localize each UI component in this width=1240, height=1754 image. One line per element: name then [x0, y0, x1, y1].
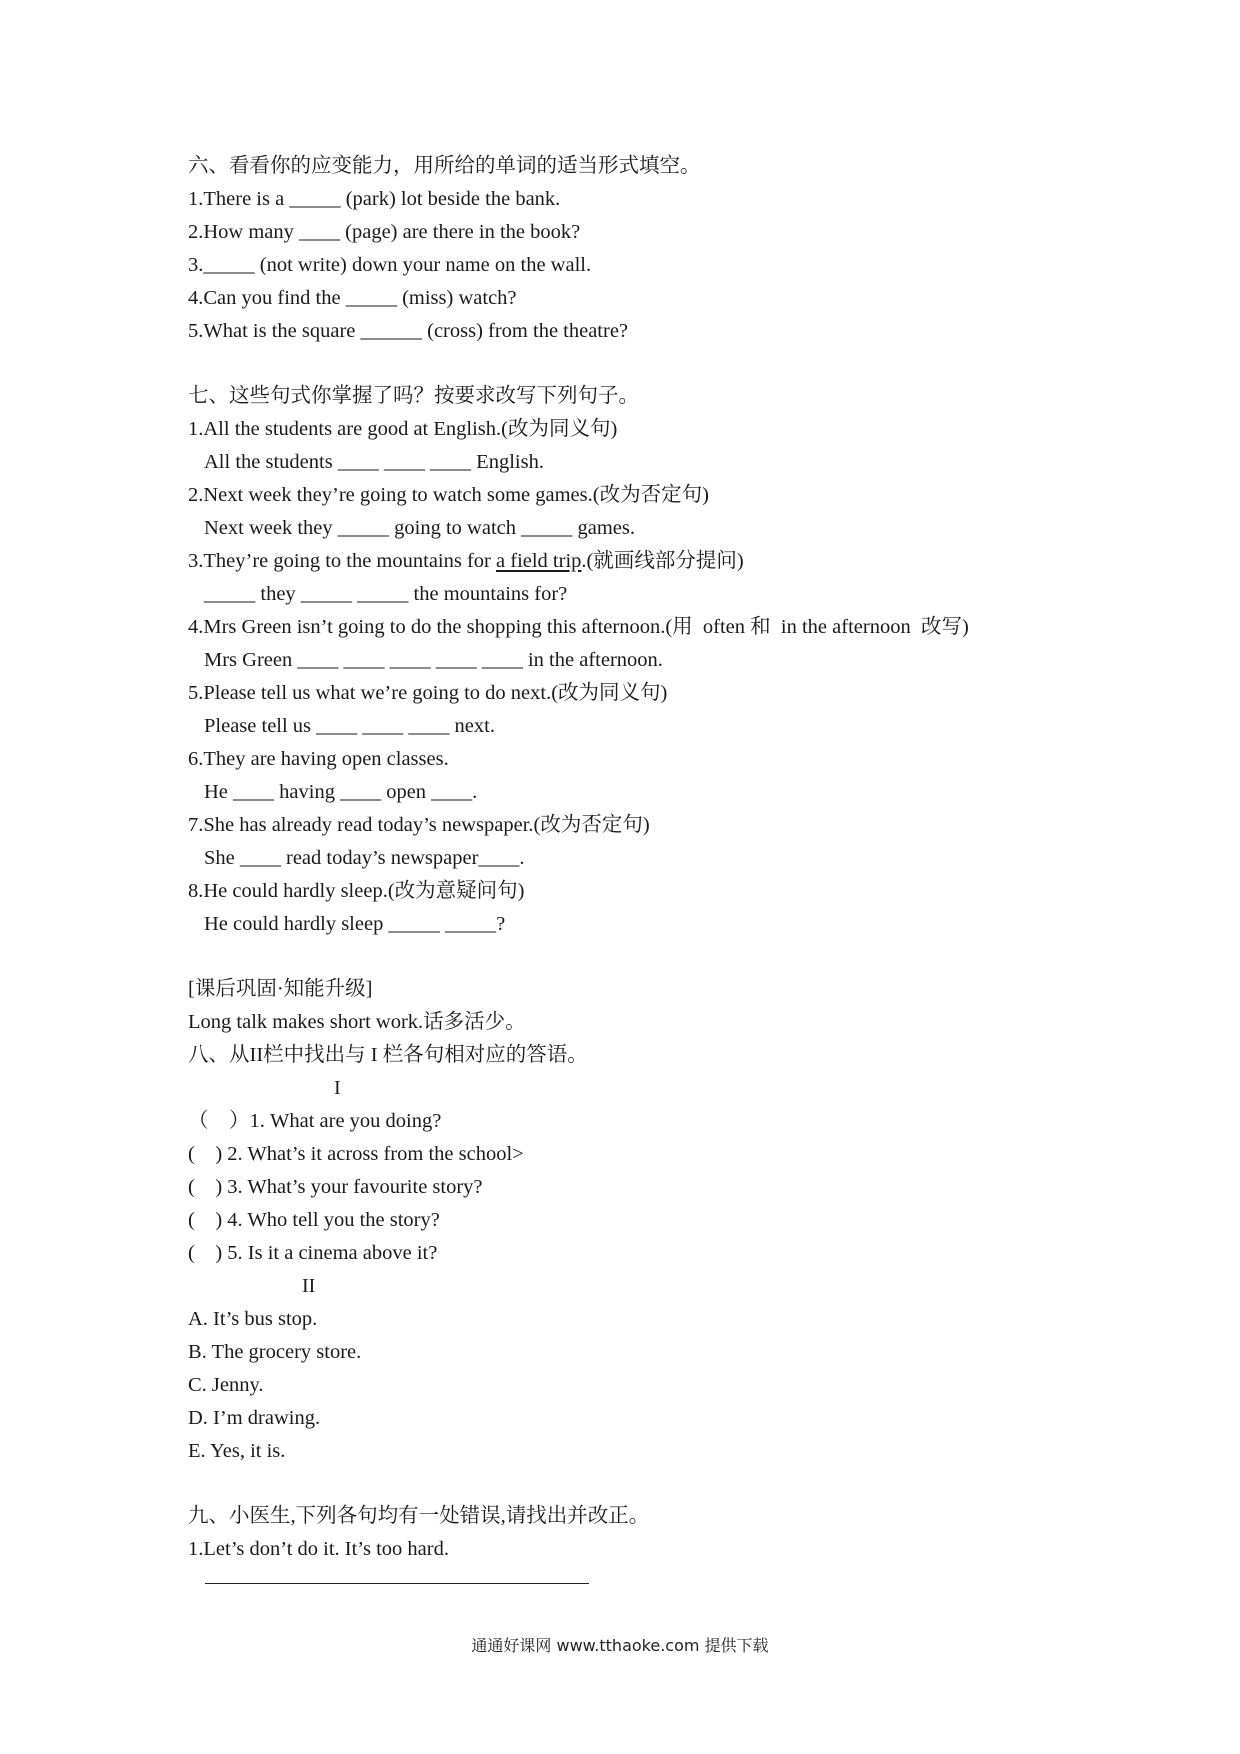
section9-title: 九、小医生,下列各句均有一处错误,请找出并改正。: [188, 1505, 650, 1527]
section7-question-5: 5.Please tell us what we’re going to do next.(改为同义句): [188, 682, 668, 704]
section7-answer-8: He could hardly sleep _____ _____?: [204, 913, 506, 935]
section7-answer-6: He ____ having ____ open ____.: [204, 781, 478, 803]
section9-item-1: 1.Let’s don’t do it. It’s too hard.: [188, 1538, 449, 1560]
section7-answer-2: Next week they _____ going to watch _____ games.: [204, 517, 635, 539]
section7-answer-4: Mrs Green ____ ____ ____ ____ ____ in the afternoon.: [204, 649, 663, 671]
section7-answer-7: She ____ read today’s newspaper____.: [204, 847, 525, 869]
after-class-heading: [课后巩固·知能升级]: [188, 978, 373, 1000]
section7-answer-1: All the students ____ ____ ____ English.: [204, 451, 544, 473]
column-i-item-5: ( ) 5. Is it a cinema above it?: [188, 1242, 438, 1264]
column-i-item-3: ( ) 3. What’s your favourite story?: [188, 1176, 483, 1198]
section6-item-4: 4.Can you find the _____ (miss) watch?: [188, 287, 517, 309]
section7-question-3-text: 3.They’re going to the mountains for: [188, 550, 497, 572]
section6-item-5: 5.What is the square ______ (cross) from the theatre?: [188, 320, 629, 342]
section7-question-3: [188, 549, 744, 573]
section6-item-2: 2.How many ____ (page) are there in the book?: [188, 221, 581, 243]
answer-blank-line: [205, 1583, 589, 1584]
proverb: Long talk makes short work.话多活少。: [188, 1011, 526, 1033]
section7-question-1: 1.All the students are good at English.(改为同义句): [188, 418, 618, 440]
column-ii-item-a: A. It’s bus stop.: [188, 1308, 318, 1330]
section7-answer-3: _____ they _____ _____ the mountains for?: [204, 583, 568, 605]
section6-item-3: 3._____ (not write) down your name on the wall.: [188, 254, 592, 276]
section7-question-6: 6.They are having open classes.: [188, 748, 449, 770]
section6-title: 六、看看你的应变能力，用所给的单词的适当形式填空。: [188, 155, 701, 177]
column-ii-item-b: B. The grocery store.: [188, 1341, 362, 1363]
footer-credit: 通通好课网 www.tthaoke.com 提供下载: [471, 1636, 769, 1655]
section7-question-2: 2.Next week they’re going to watch some games.(改为否定句): [188, 484, 709, 506]
section6-item-1: 1.There is a _____ (park) lot beside the bank.: [188, 188, 561, 210]
underlined-phrase: a field trip: [496, 550, 582, 572]
section7-question-8: 8.He could hardly sleep.(改为意疑问句): [188, 880, 525, 902]
column-ii-label: II: [302, 1275, 316, 1297]
column-i-label: I: [334, 1077, 341, 1099]
section8-title: 八、从II栏中找出与 I 栏各句相对应的答语。: [188, 1044, 588, 1066]
column-ii-item-c: C. Jenny.: [188, 1374, 264, 1396]
column-ii-item-d: D. I’m drawing.: [188, 1407, 321, 1429]
section7-question-4: 4.Mrs Green isn’t going to do the shopping this afternoon.(用 often 和 in the afternoon 改写): [188, 616, 969, 638]
section7-question-3-instruction: .(就画线部分提问): [581, 550, 744, 572]
column-i-item-2: ( ) 2. What’s it across from the school>: [188, 1143, 524, 1165]
section7-title: 七、这些句式你掌握了吗？按要求改写下列句子。: [188, 385, 639, 407]
section7-answer-5: Please tell us ____ ____ ____ next.: [204, 715, 495, 737]
column-i-item-1: （ ）1. What are you doing?: [188, 1110, 442, 1132]
column-ii-item-e: E. Yes, it is.: [188, 1440, 286, 1462]
section7-question-7: 7.She has already read today’s newspaper.(改为否定句): [188, 814, 650, 836]
column-i-item-4: ( ) 4. Who tell you the story?: [188, 1209, 440, 1231]
